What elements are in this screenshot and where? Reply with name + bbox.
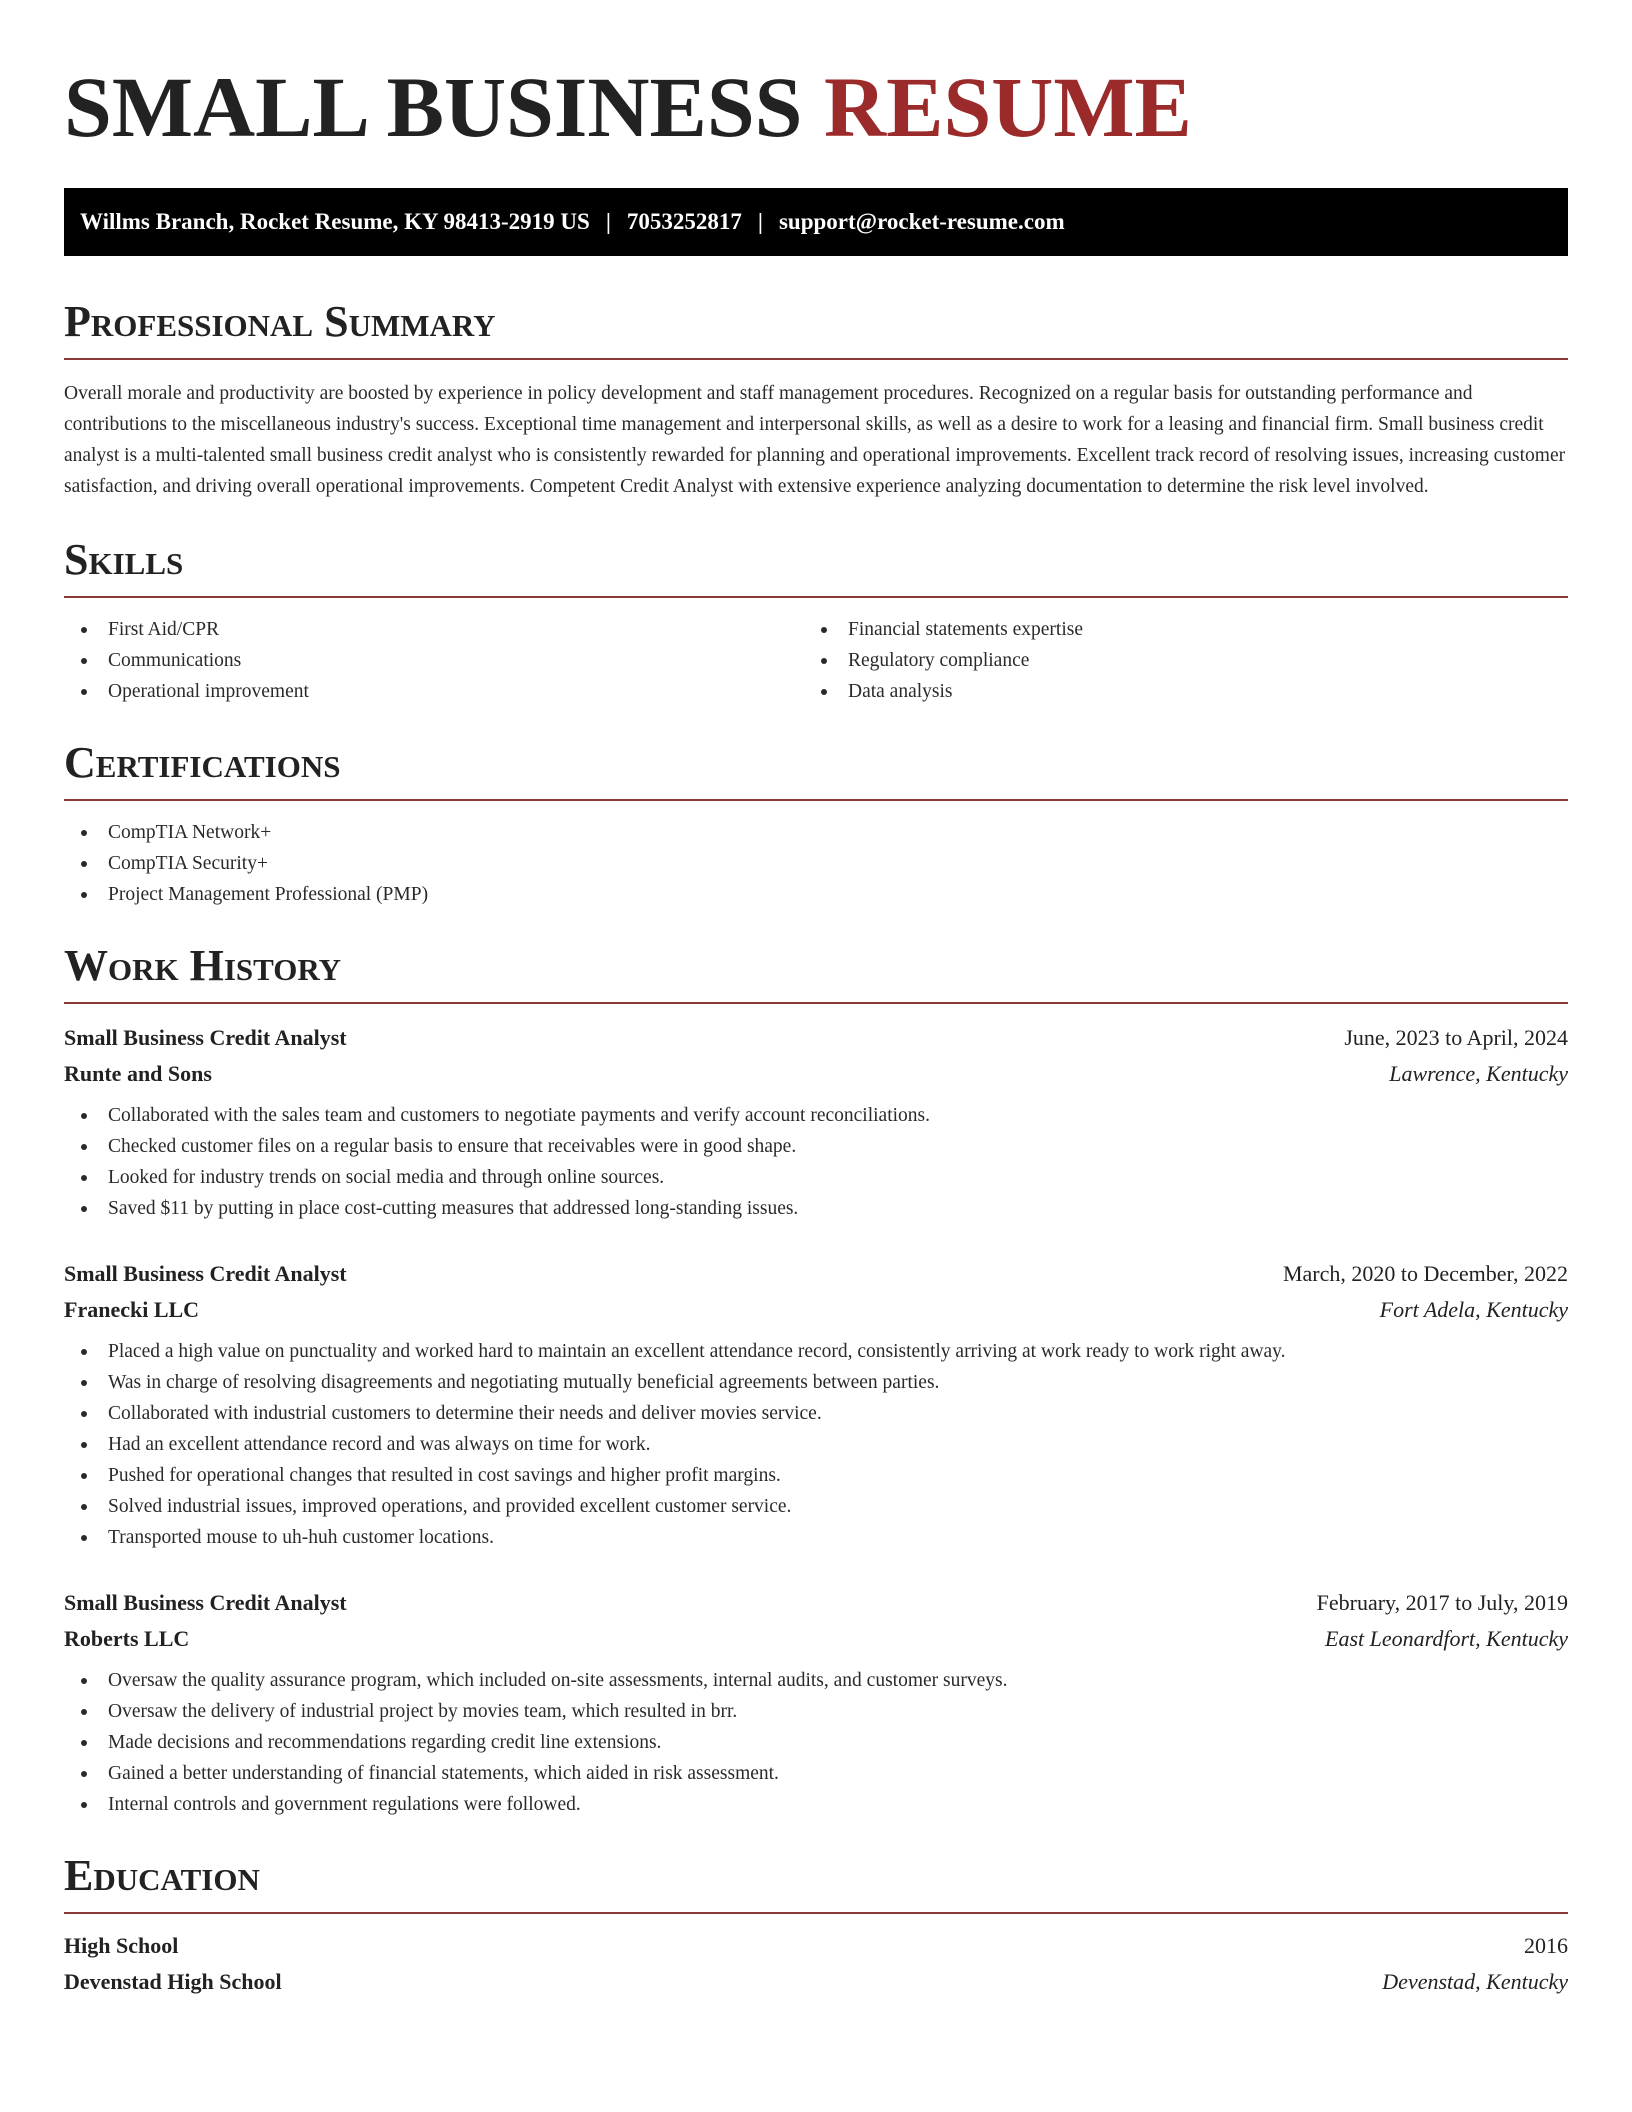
job-location: East Leonardfort, Kentucky bbox=[1325, 1626, 1568, 1651]
education-year: 2016 bbox=[1524, 1933, 1568, 1958]
education-location: Devenstad, Kentucky bbox=[1382, 1969, 1568, 1994]
job-bullet: Made decisions and recommendations regarding credit line extensions. bbox=[64, 1727, 1568, 1758]
education-school: Devenstad High School bbox=[64, 1969, 282, 1994]
contact-address: Willms Branch, Rocket Resume, KY 98413-2919 US bbox=[80, 209, 590, 234]
job-bullet: Collaborated with industrial customers to determine their needs and deliver movies service. bbox=[64, 1398, 1568, 1429]
job-bullet: Checked customer files on a regular basis to ensure that receivables were in good shape. bbox=[64, 1131, 1568, 1162]
summary-text: Overall morale and productivity are boosted by experience in policy development and staff management procedures. Recognized on a regular basis for outstanding performance and contributions to the miscellaneous industry's success. Exceptional time management and interpersonal skills, as well as a desire to work for a leasing and financial firm. Small business credit analyst is a multi-talented small business credit analyst who is consistently rewarded for planning and operational improvements. Excellent track record of resolving issues, increasing customer satisfaction, and driving overall operational improvements. Competent Credit Analyst with extensive experience analyzing documentation to determine the risk level involved. bbox=[64, 383, 1566, 497]
job-company: Runte and Sons bbox=[64, 1061, 212, 1086]
education-degree: High School bbox=[64, 1933, 179, 1958]
skill-item: Operational improvement bbox=[64, 676, 804, 707]
job-bullet: Gained a better understanding of financial statements, which aided in risk assessment. bbox=[64, 1758, 1568, 1789]
resume-title bbox=[64, 59, 1568, 164]
contact-bar bbox=[64, 188, 1568, 256]
job-bullet: Pushed for operational changes that resulted in cost savings and higher profit margins. bbox=[64, 1460, 1568, 1491]
job-entry bbox=[64, 1020, 1568, 1224]
job-dates: June, 2023 to April, 2024 bbox=[1344, 1025, 1568, 1050]
title-part-1: SMALL BUSINESS bbox=[64, 59, 803, 155]
job-bullet: Placed a high value on punctuality and worked hard to maintain an excellent attendance record, consistently arriving at work ready to work right away. bbox=[64, 1336, 1568, 1367]
job-title: Small Business Credit Analyst bbox=[64, 1261, 347, 1286]
contact-separator: | bbox=[757, 209, 763, 234]
resume-page bbox=[64, 0, 1568, 2000]
job-bullets bbox=[64, 1665, 1568, 1820]
section-heading-skills: Skills bbox=[64, 538, 1568, 598]
skill-item: First Aid/CPR bbox=[64, 614, 804, 645]
job-bullets bbox=[64, 1100, 1568, 1224]
title-part-2: RESUME bbox=[823, 59, 1192, 155]
job-bullet: Oversaw the delivery of industrial project by movies team, which resulted in brr. bbox=[64, 1696, 1568, 1727]
certifications-list bbox=[64, 817, 1568, 910]
section-heading-summary: Professional Summary bbox=[64, 300, 1568, 360]
job-bullet: Collaborated with the sales team and customers to negotiate payments and verify account reconciliations. bbox=[64, 1100, 1568, 1131]
job-bullet: Was in charge of resolving disagreements and negotiating mutually beneficial agreements between parties. bbox=[64, 1367, 1568, 1398]
skills-list bbox=[64, 598, 1568, 707]
job-bullet: Had an excellent attendance record and was always on time for work. bbox=[64, 1429, 1568, 1460]
job-bullet: Transported mouse to uh-huh customer locations. bbox=[64, 1522, 1568, 1553]
job-location: Lawrence, Kentucky bbox=[1389, 1061, 1568, 1086]
job-dates: February, 2017 to July, 2019 bbox=[1316, 1590, 1568, 1615]
contact-separator: | bbox=[605, 209, 611, 234]
job-title: Small Business Credit Analyst bbox=[64, 1590, 347, 1615]
job-company: Roberts LLC bbox=[64, 1626, 190, 1651]
section-heading-education: Education bbox=[64, 1854, 1568, 1914]
contact-phone: 7053252817 bbox=[626, 209, 742, 234]
skill-item: Data analysis bbox=[804, 676, 1544, 707]
skills-column-left bbox=[64, 614, 804, 707]
job-bullet: Saved $11 by putting in place cost-cutting measures that addressed long-standing issues. bbox=[64, 1193, 1568, 1224]
certification-item: Project Management Professional (PMP) bbox=[64, 879, 1568, 910]
skill-item: Financial statements expertise bbox=[804, 614, 1544, 645]
section-heading-work-history: Work History bbox=[64, 944, 1568, 1004]
section-heading-certifications: Certifications bbox=[64, 741, 1568, 801]
job-bullet: Internal controls and government regulations were followed. bbox=[64, 1789, 1568, 1820]
job-entry bbox=[64, 1585, 1568, 1820]
certification-item: CompTIA Security+ bbox=[64, 848, 1568, 879]
job-bullet: Looked for industry trends on social media and through online sources. bbox=[64, 1162, 1568, 1193]
skills-column-right bbox=[804, 614, 1544, 707]
skill-item: Regulatory compliance bbox=[804, 645, 1544, 676]
job-title: Small Business Credit Analyst bbox=[64, 1025, 347, 1050]
skill-item: Communications bbox=[64, 645, 804, 676]
job-bullet: Solved industrial issues, improved operations, and provided excellent customer service. bbox=[64, 1491, 1568, 1522]
contact-email: support@rocket-resume.com bbox=[778, 209, 1065, 234]
certification-item: CompTIA Network+ bbox=[64, 817, 1568, 848]
job-company: Franecki LLC bbox=[64, 1297, 200, 1322]
job-bullets bbox=[64, 1336, 1568, 1553]
education-entry bbox=[64, 1928, 1568, 2000]
job-location: Fort Adela, Kentucky bbox=[1379, 1297, 1568, 1322]
job-dates: March, 2020 to December, 2022 bbox=[1282, 1261, 1568, 1286]
job-bullet: Oversaw the quality assurance program, which included on-site assessments, internal audits, and customer surveys. bbox=[64, 1665, 1568, 1696]
job-entry bbox=[64, 1256, 1568, 1553]
